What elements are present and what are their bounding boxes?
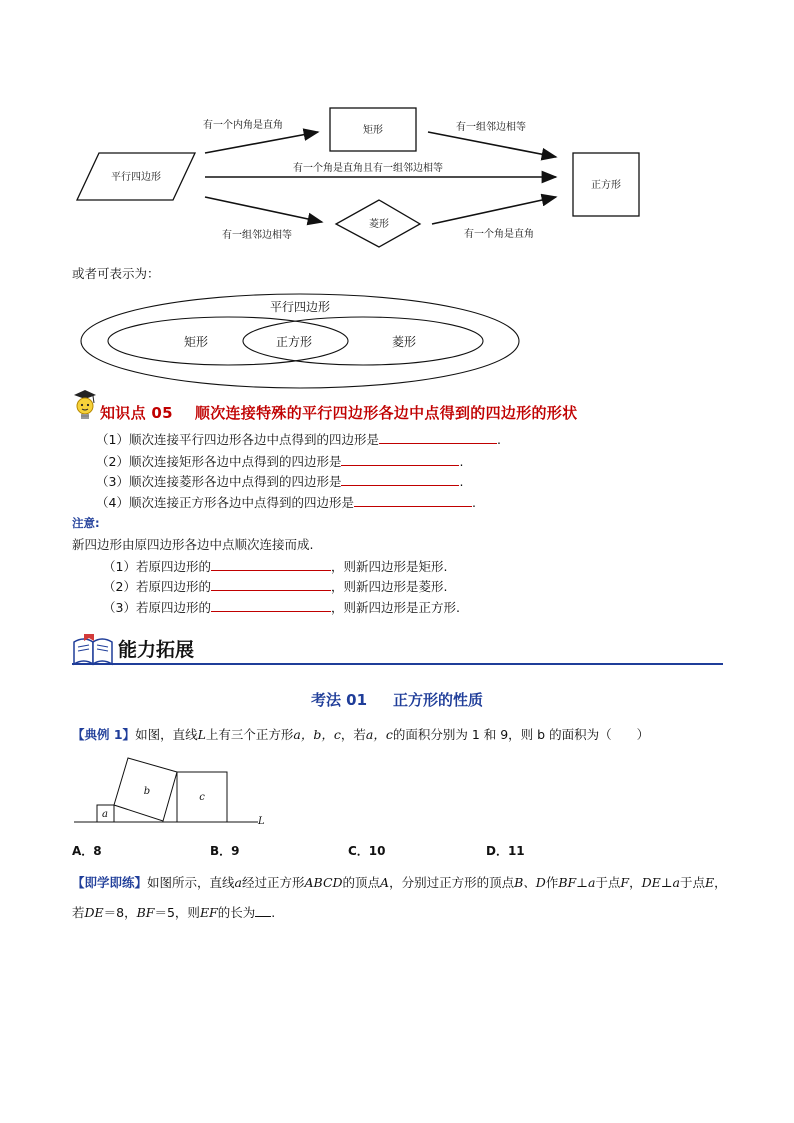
kp-item-3-end: .	[459, 474, 464, 489]
note-label: 注意:	[72, 516, 100, 530]
practice-var-BF: BF	[136, 905, 155, 920]
note-item-1-text: （1）若原四边形的	[103, 559, 211, 574]
practice-text-1a: 如图所示，直线	[147, 875, 235, 890]
knowledge-point-title	[100, 402, 577, 423]
book-icon	[72, 632, 114, 666]
practice-text-2d: ＝5，则	[154, 905, 200, 920]
note-item-3	[103, 598, 460, 616]
note-item-2-text: （2）若原四边形的	[103, 579, 211, 594]
figure-label-a: a	[102, 809, 108, 820]
practice-text-1g: ，	[629, 875, 642, 890]
practice-var-A: A	[380, 875, 390, 890]
note-item-2-end: ，则新四边形是菱形.	[330, 579, 448, 594]
edge-label-para-rect: 有一个内角是直角	[203, 120, 283, 131]
arrow-rect-to-square	[428, 132, 556, 157]
option-b[interactable]: B．9	[210, 844, 240, 858]
edge-label-rhombus-square: 有一个角是直角	[464, 229, 534, 240]
example-1-text-d: 的面积分别为 1 和 9，则 b 的面积为（ ）	[392, 727, 650, 742]
practice-var-E: E	[705, 875, 715, 890]
practice-tag: 【即学即练】	[72, 875, 148, 890]
note-item-2-blank[interactable]	[211, 577, 331, 591]
practice-var-BD: B、D	[514, 875, 546, 890]
note-item-3-blank[interactable]	[211, 598, 331, 612]
method-number: 考法 01	[310, 691, 368, 709]
lightbulb-icon	[70, 389, 100, 423]
practice-var-abcd: ABCD	[304, 875, 343, 890]
venn-diagram	[0, 280, 794, 390]
practice-var-a: a	[234, 875, 242, 890]
example-1-var-ac: a，c	[365, 727, 393, 742]
kp-item-1-text: （1）顺次连接平行四边形各边中点得到的四边形是	[96, 432, 379, 447]
option-a[interactable]: A．8	[72, 844, 102, 858]
parallelogram-label: 平行四边形	[111, 172, 161, 183]
example-1-tag: 【典例 1】	[72, 727, 136, 742]
edge-label-para-rhombus: 有一组邻边相等	[222, 230, 292, 241]
kp-item-3-text: （3）顺次连接菱形各边中点得到的四边形是	[96, 474, 342, 489]
practice-text-1f: 于点	[595, 875, 621, 890]
note-item-1	[103, 557, 447, 575]
practice-text-2a: 于点	[679, 875, 705, 890]
practice-var-EF: EF	[199, 905, 218, 920]
note-item-1-blank[interactable]	[211, 557, 331, 571]
example-1-var-L: L	[197, 727, 206, 742]
practice-text-1d: ，分别过正方形的顶点	[389, 875, 515, 890]
note-item-3-end: ，则新四边形是正方形.	[330, 600, 460, 615]
knowledge-point-number: 知识点 05	[100, 404, 173, 422]
kp-item-4-blank[interactable]	[354, 493, 472, 507]
arrow-para-to-rect	[205, 132, 318, 153]
section-heading: 能力拓展	[118, 639, 195, 661]
kp-item-4-text: （4）顺次连接正方形各边中点得到的四边形是	[96, 495, 354, 510]
kp-item-2	[96, 452, 463, 470]
note-item-2	[103, 577, 447, 595]
venn-rectangle-label: 矩形	[183, 335, 209, 349]
venn-rhombus-label: 菱形	[391, 335, 417, 349]
method-heading: 正方形的性质	[393, 691, 484, 709]
practice-text-2b: ，若	[72, 875, 727, 920]
kp-item-2-end: .	[459, 454, 464, 469]
kp-item-2-blank[interactable]	[341, 452, 459, 466]
quadrilateral-flowchart	[0, 0, 794, 260]
rhombus-label: 菱形	[369, 219, 389, 230]
kp-item-4-end: .	[471, 495, 476, 510]
practice-answer-blank[interactable]	[255, 904, 271, 917]
section-divider	[72, 663, 723, 665]
example-1-text-c: ，若	[340, 727, 366, 742]
figure-label-c: c	[199, 792, 205, 803]
note-intro: 新四边形由原四边形各边中点顺次连接而成.	[72, 537, 314, 552]
practice-text-1e: 作	[545, 875, 559, 890]
practice-question	[72, 868, 732, 928]
kp-item-4	[96, 493, 476, 511]
kp-item-2-text: （2）顺次连接矩形各边中点得到的四边形是	[96, 454, 342, 469]
venn-square-label: 正方形	[275, 335, 313, 349]
edge-label-para-square: 有一个角是直角且有一组邻边相等	[293, 163, 443, 174]
three-squares-figure	[72, 755, 292, 835]
venn-outer-label: 平行四边形	[269, 300, 331, 314]
kp-item-1-blank[interactable]	[379, 430, 497, 444]
option-c[interactable]: C．10	[348, 844, 386, 858]
square-label: 正方形	[591, 180, 621, 191]
note-item-1-end: ，则新四边形是矩形.	[330, 559, 448, 574]
example-1-text-a: 如图，直线	[135, 727, 198, 742]
practice-text-2c: ＝8，	[103, 905, 137, 920]
practice-text-1c: 的顶点	[342, 875, 381, 890]
practice-var-bf-perp: BF⊥a	[558, 875, 596, 890]
figure-label-b: b	[143, 786, 151, 797]
edge-label-rect-square: 有一组邻边相等	[456, 122, 526, 133]
arrow-para-to-rhombus	[205, 197, 322, 222]
option-d[interactable]: D．11	[486, 844, 525, 858]
rectangle-label: 矩形	[363, 125, 383, 136]
practice-text-2e: 的长为	[217, 905, 256, 920]
method-title	[0, 689, 794, 710]
figure-label-L: L	[258, 816, 265, 827]
practice-text-2f: .	[271, 905, 276, 920]
kp-item-1-end: .	[496, 432, 501, 447]
example-1-var-abc: a，b，c	[293, 727, 341, 742]
example-1-question	[72, 725, 649, 743]
knowledge-point-heading: 顺次连接特殊的平行四边形各边中点得到的四边形的形状	[194, 404, 578, 422]
example-1-text-b: 上有三个正方形	[205, 727, 294, 742]
practice-var-de-perp: DE⊥a	[641, 875, 680, 890]
arrow-rhombus-to-square	[432, 197, 556, 224]
kp-item-1	[96, 430, 501, 448]
alt-representation-intro: 或者可表示为：	[72, 266, 160, 281]
note-item-3-text: （3）若原四边形的	[103, 600, 211, 615]
kp-item-3	[96, 472, 463, 490]
kp-item-3-blank[interactable]	[341, 472, 459, 486]
practice-text-1b: 经过正方形	[241, 875, 305, 890]
practice-var-DE: DE	[84, 905, 104, 920]
practice-var-F: F	[620, 875, 630, 890]
